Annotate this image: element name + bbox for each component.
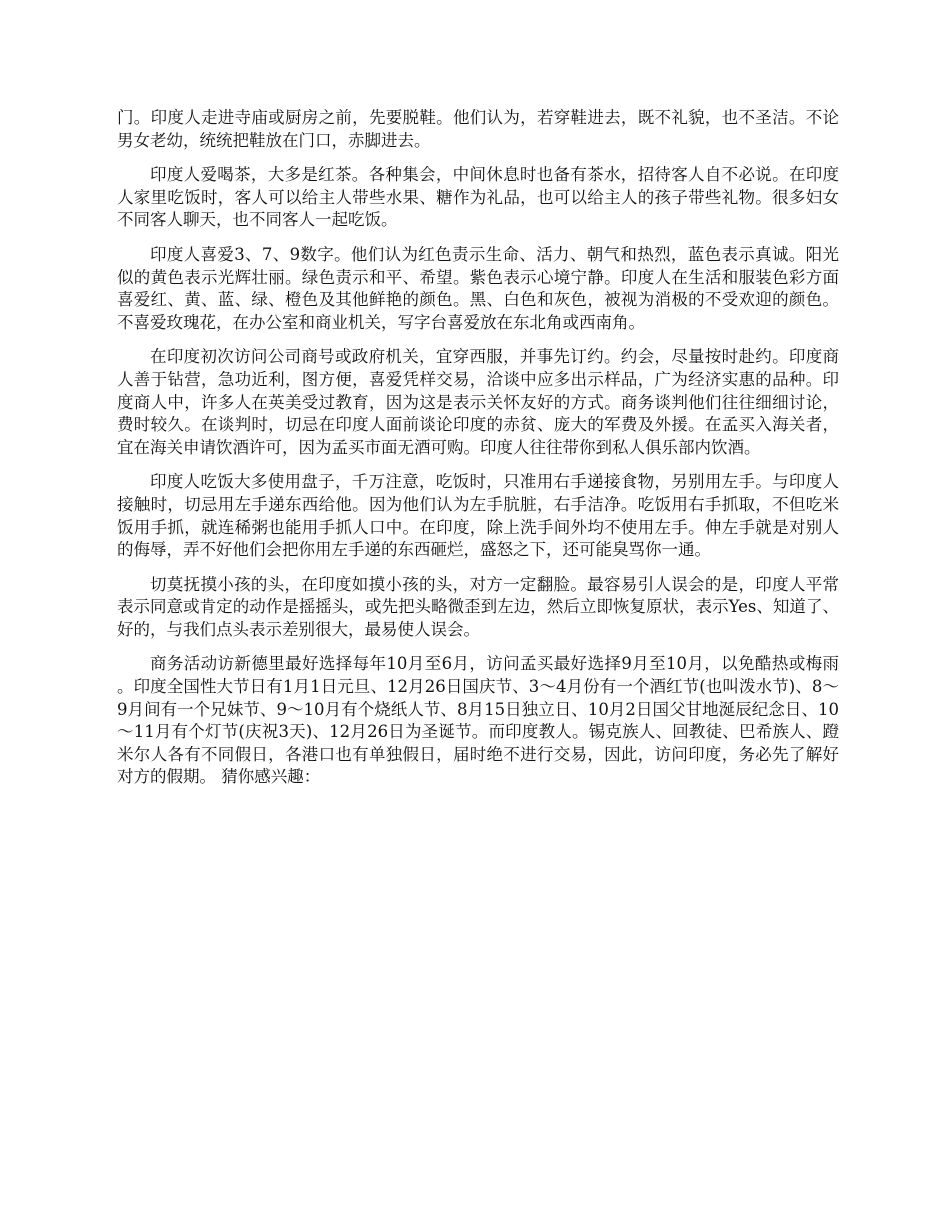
document-body bbox=[117, 107, 839, 801]
paragraph-3: 印度人喜爱3、7、9数字。他们认为红色责示生命、活力、朝气和热烈，蓝色表示真诚。阳光似的黄色表示光辉壮丽。绿色责示和平、希望。紫色表示心境宁静。印度人在生活和服装色彩方面喜爱红、黄、蓝、绿、橙色及其他鲜艳的颜色。黑、白色和灰色，被视为消极的不受欢迎的颜色。不喜爱玫瑰花，在办公室和商业机关，写字台喜爱放在东北角或西南角。 bbox=[117, 244, 839, 332]
paragraph-7: 商务活动访新德里最好选择每年10月至6月，访问孟买最好选择9月至10月，以免酷热或梅雨。印度全国性大节日有1月1日元旦、12月26日国庆节、3～4月份有一个酒红节(也叫泼水节)、8～9月间有一个兄妹节、9～10月有个烧纸人节、8月15日独立日、10月2日国父甘地涎辰纪念日、10～11月有个灯节(庆祝3天)、12月26日为圣诞节。而印度教人。锡克族人、回教徒、巴希族人、蹬米尔人各有不同假日，各港口也有单独假日，届时绝不进行交易，因此，访问印度，务必先了解好对方的假期。 猜你感兴趣： bbox=[117, 654, 839, 787]
paragraph-5: 印度人吃饭大多使用盘子，千万注意，吃饭时，只准用右手递接食物，另别用左手。与印度人接触时，切忌用左手递东西给他。因为他们认为左手肮脏，右手洁净。吃饭用右手抓取，不但吃米饭用手抓，就连稀粥也能用手抓人口中。在印度，除上洗手间外均不使用左手。伸左手就是对别人的侮辱，弄不好他们会把你用左手递的东西砸烂，盛怒之下，还可能臭骂你一通。 bbox=[117, 472, 839, 560]
paragraph-6: 切莫抚摸小孩的头，在印度如摸小孩的头，对方一定翻脸。最容易引人误会的是，印度人平常表示同意或肯定的动作是摇摇头，或先把头略微歪到左边，然后立即恢复原状，表示Yes、知道了、好的，与我们点头表示差别很大，最易使人误会。 bbox=[117, 574, 839, 639]
paragraph-2: 印度人爱喝茶，大多是红茶。各种集会，中间休息时也备有茶水，招待客人自不必说。在印度人家里吃饭时，客人可以给主人带些水果、糖作为礼品，也可以给主人的孩子带些礼物。很多妇女不同客人聊天，也不同客人一起吃饭。 bbox=[117, 165, 839, 230]
paragraph-4: 在印度初次访问公司商号或政府机关，宜穿西服，并事先订约。约会，尽量按时赴约。印度商人善于钻营，急功近利，图方便，喜爱凭样交易，洽谈中应多出示样品，广为经济实惠的品种。印度商人中，许多人在英美受过教育，因为这是表示关怀友好的方式。商务谈判他们往往细细讨论，费时较久。在谈判时，切忌在印度人面前谈论印度的赤贫、庞大的军费及外援。在孟买入海关者，宜在海关申请饮酒许可，因为孟买市面无酒可购。印度人往往带你到私人俱乐部内饮酒。 bbox=[117, 347, 839, 457]
paragraph-1: 门。印度人走进寺庙或厨房之前，先要脱鞋。他们认为，若穿鞋进去，既不礼貌，也不圣洁。不论男女老幼，统统把鞋放在门口，赤脚进去。 bbox=[117, 108, 839, 150]
